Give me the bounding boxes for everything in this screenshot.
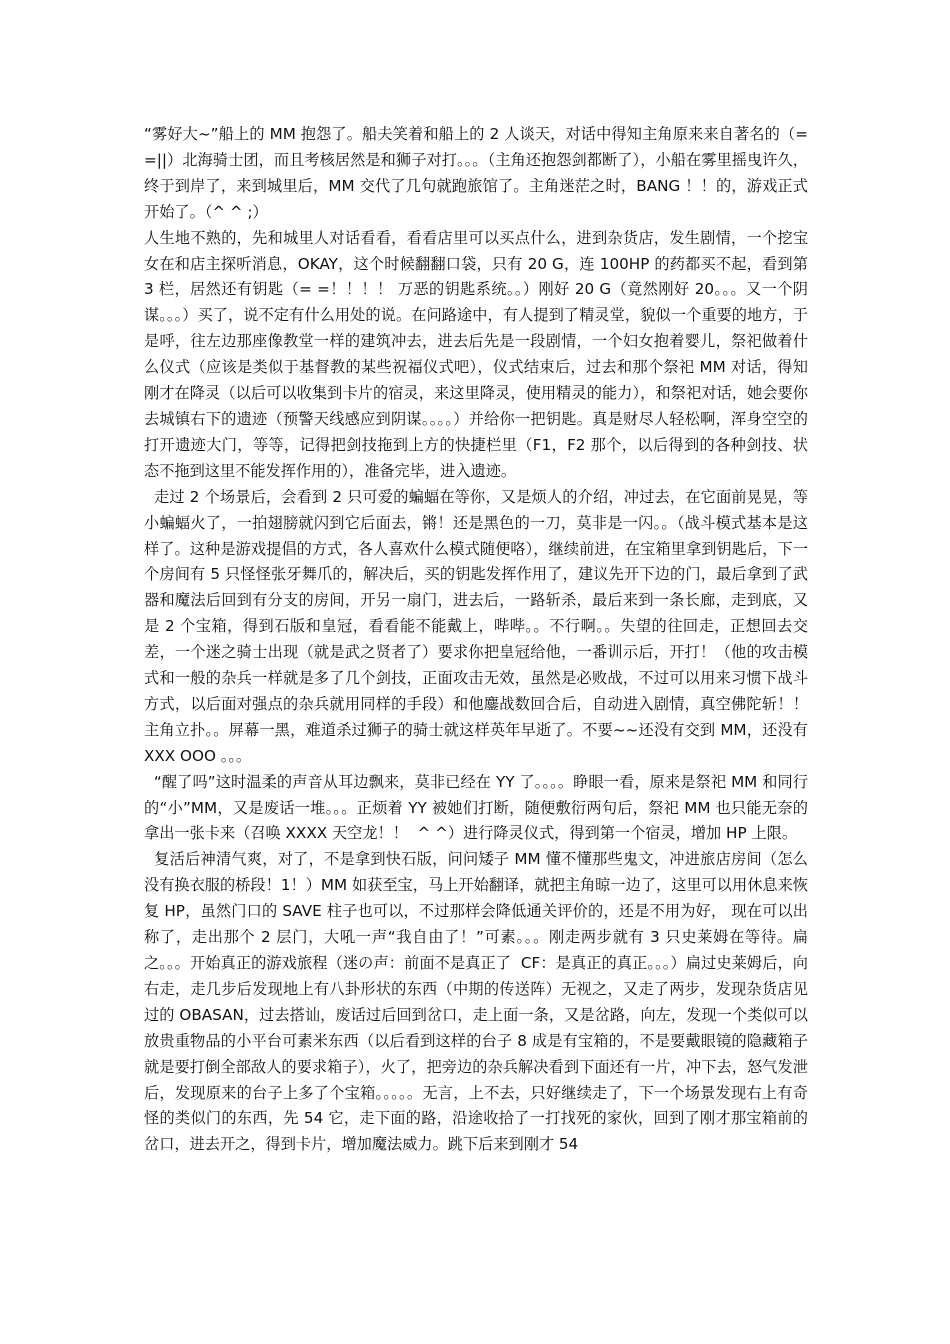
document-page xyxy=(144,122,813,1158)
paragraph-1: “雾好大~”船上的 MM 抱怨了。船夫笑着和船上的 2 人谈天，对话中得知主角原来来自著名的（= =||）北海骑士团，而且考核居然是和狮子对打。。。（主角还抱怨剑都断了），小船在雾里摇曳许久，终于到岸了，来到城里后，MM 交代了几句就跑旅馆了。主角迷茫之时，BANG ！！的，游戏正式开始了。（^ ^ ;） xyxy=(144,125,813,221)
paragraph-4: “醒了吗”这时温柔的声音从耳边飘来，莫非已经在 YY 了。。。。睁眼一看，原来是祭祀 MM 和同行的“小”MM，又是废话一堆。。。正烦着 YY 被她们打断，随便敷衍两句后，祭祀 MM 也只能无奈的拿出一张卡来（召唤 XXXX 天空龙！！ ^ ^）进行降灵仪式，得到第一个宿灵，增加 HP 上限。 xyxy=(144,772,808,843)
paragraph-3: 走过 2 个场景后，会看到 2 只可爱的蝙蝠在等你，又是烦人的介绍，冲过去，在它面前晃晃，等小蝙蝠火了，一拍翅膀就闪到它后面去，锵！还是黑色的一刀，莫非是一闪。。（战斗模式基本是这样了。这种是游戏提倡的方式，各人喜欢什么模式随便咯），继续前进，在宝箱里拿到钥匙后，下一个房间有 5 只怪怪张牙舞爪的，解决后，买的钥匙发挥作用了，建议先开下边的门，最后拿到了武器和魔法后回到有分支的房间，开另一扇门，进去后，一路斩杀，最后来到一条长廊，走到底，又是 2 个宝箱，得到石版和皇冠，看看能不能戴上，哔哔。。不行啊。。失望的往回走，正想回去交差，一个迷之骑士出现（就是武之贤者了）要求你把皇冠给他，一番训示后，开打！（他的攻击模式和一般的杂兵一样就是多了几个剑技，正面攻击无效，虽然是必败战，不过可以用来习惯下战斗方式，以后面对强点的杂兵就用同样的手段）和他鏖战数回合后，自动进入剧情，真空佛陀斩！！主角立扑。。屏幕一黑，难道杀过狮子的骑士就这样英年早逝了。不要~~还没有交到 MM，还没有 XXX OOO 。。。 xyxy=(144,487,813,765)
paragraph-5: 复活后神清气爽，对了，不是拿到快石版，问问矮子 MM 懂不懂那些鬼文，冲进旅店房间（怎么没有换衣服的桥段！1！）MM 如获至宝，马上开始翻译，就把主角晾一边了，这里可以用休息来恢复 HP，虽然门口的 SAVE 柱子也可以，不过那样会降低通关评价的，还是不用为好， 现在可以出称了，走出那个 2 层门，大吼一声“我自由了！”可素。。。刚走两步就有 3 只史莱姆在等待。扁之。。。开始真正的游戏旅程（迷の声：前面不是真正了 CF：是真正的真正。。。）扁过史莱姆后，向右走，走几步后发现地上有八卦形状的东西（中期的传送阵）无视之，又走了两步，发现杂货店见过的 OBASAN，过去搭讪，废话过后回到岔口，走上面一条，又是岔路，向左，发现一个类似可以放贵重物品的小平台可素米东西（以后看到这样的台子 8 成是有宝箱的，不是要戴眼镜的隐藏箱子就是要打倒全部敌人的要求箱子），火了，把旁边的杂兵解决看到下面还有一片，冲下去，怒气发泄后，发现原来的台子上多了个宝箱。。。。。无言，上不去，只好继续走了，下一个场景发现右上有奇怪的类似门的东西，先 54 它，走下面的路，沿途收拾了一打找死的家伙，回到了刚才那宝箱前的岔口，进去开之，得到卡片，增加魔法威力。跳下后来到刚才 54 xyxy=(144,850,808,1154)
paragraph-2: 人生地不熟的，先和城里人对话看看，看看店里可以买点什么，进到杂货店，发生剧情，一个挖宝女在和店主探听消息，OKAY，这个时候翻翻口袋，只有 20 G，连 100HP 的药都买不起，看到第 3 栏，居然还有钥匙（= =！！！！ 万恶的钥匙系统。。）刚好 20 G（竟然刚好 20。。。又一个阴谋。。。）买了，说不定有什么用处的说。在问路途中，有人提到了精灵堂，貌似一个重要的地方，于是呼，往左边那座像教堂一样的建筑冲去，进去后先是一段剧情，一个妇女抱着婴儿，祭祀做着什么仪式（应该是类似于基督教的某些祝福仪式吧），仪式结束后，过去和那个祭祀 MM 对话，得知刚才在降灵（以后可以收集到卡片的宿灵，来这里降灵，使用精灵的能力），和祭祀对话，她会要你去城镇右下的遗迹（预警天线感应到阴谋。。。。）并给你一把钥匙。真是财尽人轻松啊，浑身空空的打开遗迹大门，等等，记得把剑技拖到上方的快捷栏里（F1，F2 那个，以后得到的各种剑技、状态不拖到这里不能发挥作用的），准备完毕，进入遗迹。 xyxy=(144,228,813,480)
